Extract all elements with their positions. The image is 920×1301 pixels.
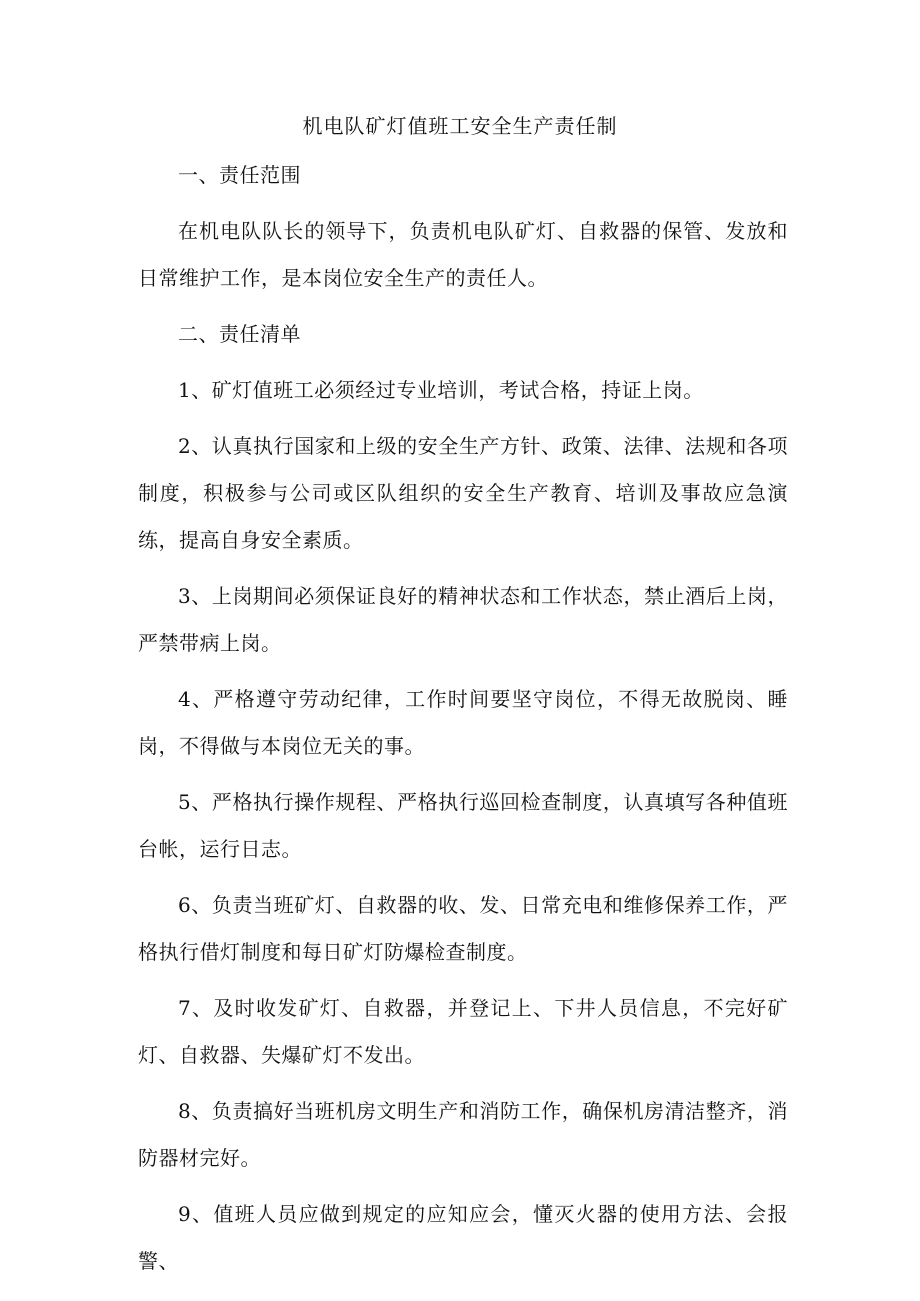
section-heading-scope: 一、责任范围 bbox=[178, 163, 301, 187]
list-item-2: 2、认真执行国家和上级的安全生产方针、政策、法律、法规和各项制度，积极参与公司或区队组织的安全生产教育、培训及事故应急演练，提高自身安全素质。 bbox=[138, 434, 788, 552]
list-item-6: 6、负责当班矿灯、自救器的收、发、日常充电和维修保养工作，严格执行借灯制度和每日矿灯防爆检查制度。 bbox=[138, 893, 788, 964]
list-item-8: 8、负责搞好当班机房文明生产和消防工作，确保机房清洁整齐，消防器材完好。 bbox=[138, 1099, 788, 1170]
list-item-3: 3、上岗期间必须保证良好的精神状态和工作状态，禁止酒后上岗，严禁带病上岗。 bbox=[138, 584, 788, 655]
document-title: 机电队矿灯值班工安全生产责任制 bbox=[302, 114, 618, 138]
document-body bbox=[138, 152, 788, 1294]
list-item-5: 5、严格执行操作规程、严格执行巡回检查制度，认真填写各种值班台帐，运行日志。 bbox=[138, 790, 788, 861]
list-item-7: 7、及时收发矿灯、自救器，并登记上、下井人员信息，不完好矿灯、自救器、失爆矿灯不发出。 bbox=[138, 996, 788, 1067]
paragraph-scope-description: 在机电队队长的领导下，负责机电队矿灯、自救器的保管、发放和日常维护工作，是本岗位安全生产的责任人。 bbox=[138, 219, 788, 290]
list-item-1: 1、矿灯值班工必须经过专业培训，考试合格，持证上岗。 bbox=[178, 378, 704, 402]
list-item-9: 9、值班人员应做到规定的应知应会，懂灭火器的使用方法、会报警、 bbox=[138, 1202, 788, 1273]
section-heading-list: 二、责任清单 bbox=[178, 322, 301, 346]
list-item-4: 4、严格遵守劳动纪律，工作时间要坚守岗位，不得无故脱岗、睡岗，不得做与本岗位无关的事。 bbox=[138, 687, 788, 758]
